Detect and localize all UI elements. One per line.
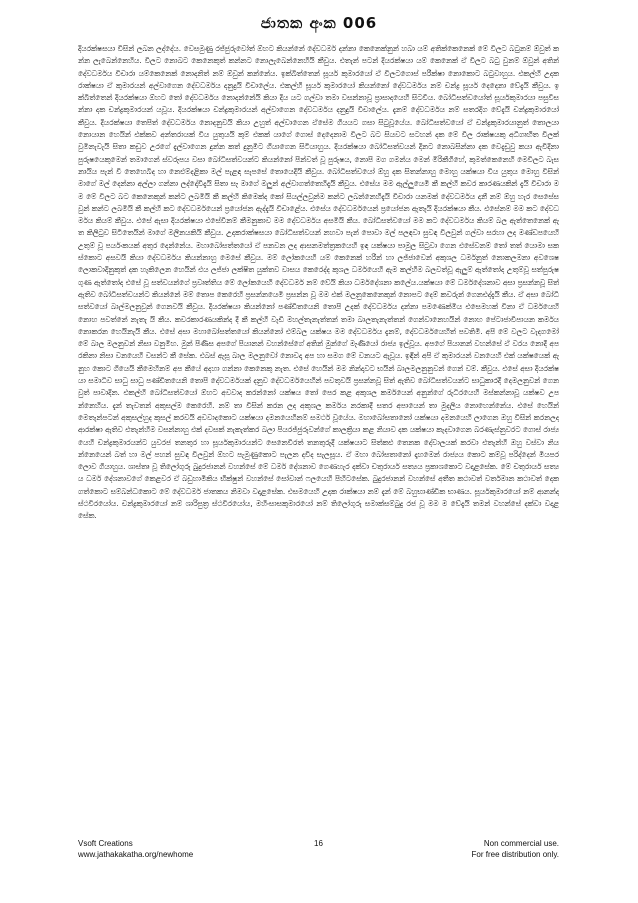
body-paragraph: දියරක්ෂසයා විසින් ලබන ලද්දේය. වෙසමුණු රජ්ජුරුවෝත් ඕහට කියන්නේ දේවධර්ම දන්නා කෙනෙක්නුන් හබා යම් අතික්කෙනෙක් මේ විලට බටුනම් ඕවුත් කන්න ලැබෙන්නෙහිය. විලට නොබට කෙනෙකුත් කන්නට නොලැබෙන්නෙහියි කීවුය. එතැන් පටන් දියරක්ෂයා යම් කෙනෙක් ඒ විලට බටු වුනම් ඕවුන් අතින් දේවධර්මය විචාරා යම්කෙනෙක් නොදනිත් නම් ඕවුන් කන්නේය. ඉක්බිත්තෙන් සූර්ය කුමාරයෝ ඒ විලටගොස් පරීක්ෂා නොකොට බටුවාහුය. එකල්හි උදක රාක්ෂයා ඒ කුමාරයන් අල්වාගෙන දේවධර්මය දනුදුයි විචාලේය. එකල්හි සූර්ය කුමාරයෝ කියන්නෝ දේවධර්මය නම් චන්ද්‍ර සූර්ය දෙදෙනා වේදැයි කීවුය. ඉක්බිත්තෙන් දියරක්ෂයා ඕහට තෝ දේවධර්මය නොදන්නේයි කියා දිය යට ගල්වා තමා වසන්නාවූ ප්‍රාසාදයෙහි සිටවීය. බෝධිසත්වයෝත් සූර්යකුමාරයා පසුවීසන්නා දක චන්ද්‍රකුමාරයන් යවූය. දියරක්ෂයා චන්ද්‍රකුමාරයන් අල්වාගෙන දේවධර්මය දනුදුයි විචාලේය. දැනම් දේවධර්මය නම් සතරදිග වේදැයි චන්ද්‍රකුමාරයෝ කීවුය. දියරක්ෂයා තෙපිත් දේවධර්මය නොදනුවයි කියා උහුත් අල්වාගෙන ඒසේම ගියයට ගසා සිටුවූයේය. බෝධිසත්වයෝ ඒ චන්ද්‍රකුමාරයානුත් තොලයා නොයාන හෙයින් එක්කව අන්තරායක් විය යුතුයයි කුම් එකක් යාගේ ගොස් දෙදෙනාම විලට බට සියවට සටහන් දක මේ විල රාක්ෂයකු අධිගෘහිත විලක් වුමිනැවැයි සිතා කඩුව උරගේ දැල්වාගෙන දුන්න කත් දුනුමිට ගියාගෙන සිටියාහුය. දියරක්ෂයා බෝධිසත්වයන් දිනට නොබසින්නා දක වෙදැඩුවු කයා ඇවිදිනා පුරුෂයෙකුමෙන් තමාගෙන් ස්වරූපය වසා බෝධිසත්වයන්ට කියන්නෝ පින්වත් වූ පුරුෂය, නොපි මග ගමන්ය මෙන් මිරිකීගිහේ, කුමත්කෙනෙහි මෙවිලට බැස නායිය පැන් වී තෙහෙබිද හා නෙළුම්දළිකා මල් පැළඳ සැපසේ තොයෙදියි කීවුය. බෝධිසත්වයෝ ඕහු දක සිතන්නාහු මොහු යක්ෂයා විය යුතුය මොහු විසින් මාගේ මල් දෙන්නා අල්ලා ගන්නා ලද්දෝවිදැයි සිතා සෑ මාගේ මලුන් අල්වාගත්තෙහිදැයි කීවුය. එසේය මම ඇල්ලුයෙමි කී කල්හි කවර කාරණයකින් දැයි විචාරා මම මේ විලට බට කෙනෙකුන් කන්ට ලබමියි කී කල්හි කිමෙක්ද කෝ සියල්ලවුන්ම කන්ට ලබන්නෙහිදැයි විචාරා යනමක් දේවධර්මය දනී නම් ඕහු හැර සෙසේසවුන් කන්ට ලබමියි කී කල්හි කට දේවධර්මයෙන් ප්‍රයෝජන ඇද්දැයි විචාළේය. එසේය දේවධර්මයෙන් ප්‍රයෝජන ඇතැයි දියරක්ෂයා කීය. එසේනම් මම කට දේවධර්මය කියම් කීවුය. එසේ ඇසා දියරක්ෂයා එසේවිනම් කීමනුකාව මම දේවධර්මය අසමියි කීය. බෝධිසත්වයෝ මම කට දේවධර්මය කියම් බල ඇත්තෙනෙක් ඇත කිලිටුව සිටිතෙයින් මාගේ මලිනයකියි කීවුය. උදකරාක්ෂසයා බෝධිසත්වයන් නහවා පැන් පොවා මල් පලඳවා සුවඳ විලවුන් ගල්වා සරහා ලද මණ්ඩපයෙහි උතුම් වූ පර්යංකයක් අතුර දෙන්නේය. මහාබෝසත්තයෝ ඒ පනවන ලද ආසනමත්ත්‍රකයෙහි ඉඳ යක්ෂයා පාමුල සිටුවා ගෙන එසේවනම් තෝ තත් යොමා සකස්කොට අසවයි කියා දේවධර්මය කියන්නාහු මෙසේ කීවුය. මම් ලෝකයෙහි යම් කෙනෙක් හරීන් හා ලජ්ජාවෙන් අකුශල ධර්මනුත් නොකලමනා අවශෙෂ ලොකවාදිනුකුත් දක හැකිලෙන හෙයින් එය ලජ්ජා ලක්ෂිත යුක්තව වාසය කෙරෙද්ද කුශල ධර්මයෙහි ඇම කල්හිම බලවත්වූ ඇලුම් ඇත්තෝද උතුම්වූ සත්පුරුෂ ගුණ ඇත්තෝද එසේ වූ සත්වයන්ගේ ප්‍රවෘත්තිය මේ ලෝකයෙහි දේවධර්ම නම් වේයි කියා ධර්මදේශනා කලේය.යක්ෂයා මේ ධර්මදේශනාව අසා ප්‍රසන්නවූ සිත් ඇතිව බෝධිසත්වයන්ට කියන්නේ මම් තොප කෙරෙහි ප්‍රසන්නයෙමි ප්‍රසන්න වූ මම එක් මලනුකෙනෙකුන් නොපට දෙම් කවරුන් ගෙනඑද්දැයි කීය. ඒ අසා බෝධි සත්වයෝ බාල්මලනුවුන් ගෙනවයි කීවුය. දියරක්ෂයා කියන්නෝ පණ්ඩිතයෙනි තොපි උදක් දේවධර්මය දන්නා පමණෙක්මිය එසෙමහක් විනා ඒ ධර්මයෙහි නොහ පවත්නේ නැතැ යි කීය. කවරකාරණයකින්ද දී කී කල්හි වැඩි මහල්තැනැත්තන් තමා බාලතැනැත්තන් ගෙන්වානෙහයින් නොහ පේටාජාවිපායන කර්මය නොකරන හෙයිනැයි කීය. එසේ අසා මහාබෝසත්තයෝ කියන්නෝ එම්බල යක්ෂය මම දේවධර්මය දැනම්, දේවධර්මයෙහිත් පවතිමි. අපි මේ වලට වැදගමෝ මේ බාල මලනුවන් නිසා වනුමිහ. මුන් පිණිස අපගේ පියානන් වහන්සේගේ අතින් මුන්ගේ මෑණියෝ රාජ්‍ය ඉල්වූය. අපගේ පියානන් වහන්සේ ඒ වරය නොදී අප රකිනා නිසා වනයෙහි වසන්ට කී සේක. එබස් ඇසූ බාල මලනුවෝ නොවදා අප හා සමග මේ වනයට ඇවූය. ඉඳින් අපි ඒ කුමාරයන් වනයෙහි එක් යක්ෂයෙක් ඇනුහ කොට ගියෙයි කීමෙහිනම් අප කීයේ අදහා ගන්නා කෙනෙකු නැත. එසේ හෙයින් මම නින්දාවට භයින් බාලමලනුනුවන් ගෙන් වම්. කීවුය. එසේ අසා දියරක්ෂයා සමාධිව සාධු සාධු පණ්ඩිතයෙනි තොපි දේවධර්මයක් දනුව දේවධර්මයෙහින් පවතුවයි ප්‍රසන්නවූ සිත් ඇතිව බෝධිසත්වයන්ට සාධුකාරදී දෙමලනුවන් ගෙනවුත් පාවාදින. එකල්හි බෝධිසත්වයෝ ඕහට අවවාද කරන්නෝ යක්ෂය තෝ පෙර කළ අකුශල කර්මයෙන් අනුන්ගේ රුධිරයෙහි මස්කන්නාවූ යක්ෂව උපන්නෙහිය. දැන් තැවතන් අකුසල්ම කෙරෙහි. නම් තා විසින් කරන ලද අකුශල කර්මය නරකාදී සතර අපායෙන් තා මුදලිය නොහෙන්නේය. එසේ හෙයින් මෙතැන්පටන් අකුසල්හුද කුසල් කරවයි අවවාදකොට යක්ෂයා දමනයෙහිනම් සමර්ථ වූයේය. මහාබෝසතානෝ යක්ෂයා දමනයෙහි ලාගෙන ඔහු විසින් කරනලද ආරක්ෂා ඇතිව එතැන්හිම වසන්නාහු එක් දවසක් නැකැත්කර බලා පියරජ්ජුරුවන්ගේ කාලක්‍රියා කළ නියාව දක යක්ෂයා කැදවාගෙන බරණැස්නුවරට ගොස් රාජ්‍යයෙහි චන්ද්‍රකුමාරයන්ට යුවරජ තනතුර හා සූර්යකුමාරයන්ට සෙනෙවිරත් තනතුරුදී යක්ෂයාට සිත්කළු තෙනක දේවාලයක් කරවා එතැන්හි ඔහු වස්වා නියන්නෙයෙන් බත් හා මල් පහන් සුවඳ විලවුන් ඕහට පැමුණුකොට පැලන දවිද සැලසූය. ඒ මහා බෝසතානෝ දෑහමෙන් රාජ්‍යය කොට කම්වූ පරිද්දෙන් මියපරලොව ගියාහුය. ශාස්තෘ වූ තිලෝගුරු බුදුරජානන් වහන්සේ මේ ධර්ම දේශනාව ගෙණහැර දක්වා චතුරාර්ය සත්‍යය ප්‍රකාශකොට වදාළසේක. මේ චතුරාර්ය සත්‍යය ධර්ම දේශනාවගේ කෙළවර ඒ බඩුහාමිකිය භික්ෂුන් වහන්සේ සෝවාන් ෆලයෙහි පිහිටසේක. බුදුරජානන් වහන්සේ අතීත කථාවත් වර්තමාන කථාවත් දෙක ගත්කොට සම්බන්ධකොට මේ දේවධර්ම ජාතකය නිමවා වදාළසේක. එසමයෙහි උදක රාක්ෂයා නම් දැන් මේ බහුභාණ්ඩික භාණය. සූර්යකුමාරයෝ නම් ආනන්ද ස්ථවිරයෝය. චන්ද්‍රකුමාරයෝ නම් ශාරිපුත්‍ර ස්ථවිරයෝය, මහිංසාසකුමාරයෝ නම් තිලෝගුරු සමාක්සම්බුදු රජ වූ මම ම වේදැයි තමන් වහන්සේ දක්වා වදාළසේක. [78, 44, 559, 521]
page-title: ජාතක අංක 006 [260, 14, 378, 32]
footer-license: Non commercial use. [483, 839, 559, 848]
footer-right [472, 838, 559, 860]
footer-distribution: For free distribution only. [471, 850, 559, 859]
page-footer [78, 838, 559, 868]
footer-publisher: Vsoft Creations [78, 839, 133, 848]
footer-website: www.jathakakatha.org/newhome [78, 850, 194, 859]
page-number: 16 [314, 839, 323, 848]
